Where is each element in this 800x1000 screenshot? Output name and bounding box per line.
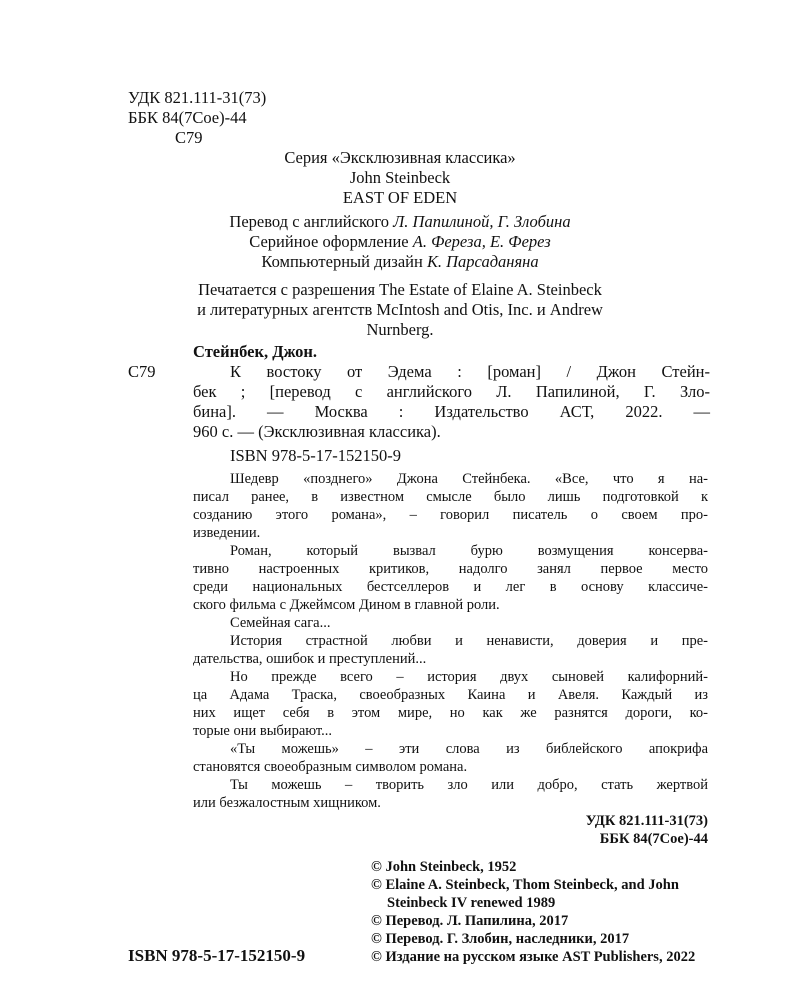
- original-author: John Steinbeck: [349, 168, 451, 187]
- annotation-line: Семейная сага...: [230, 615, 331, 631]
- credit-translation: [0, 212, 800, 232]
- author-mark: С79: [175, 128, 203, 147]
- annotation-line: ца Адама Траска, своеобразных Каина и Авеля. Каждый из: [193, 687, 708, 703]
- credit-role: Компьютерный дизайн: [261, 252, 423, 271]
- record-mark: С79: [128, 362, 156, 381]
- record-line: К востоку от Эдема : [роман] / Джон Стейн-: [230, 362, 710, 381]
- copyright-line: © Перевод. Г. Злобин, наследники, 2017: [371, 931, 630, 947]
- copyright-line: © Перевод. Л. Папилина, 2017: [371, 913, 569, 929]
- copyright-line: Steinbeck IV renewed 1989: [387, 895, 556, 911]
- bbk-code: ББК 84(7Сое)-44: [128, 108, 247, 127]
- annotation-line: писал ранее, в известном смысле было лишь подготовкой к: [193, 489, 708, 505]
- annotation-line: или безжалостным хищником.: [193, 795, 381, 811]
- record-line: бек ; [перевод с английского Л. Папилиной, Г. Зло-: [193, 382, 710, 401]
- annotation-line: становятся своеобразным символом романа.: [193, 759, 468, 775]
- credit-role: Серийное оформление: [249, 232, 409, 251]
- credit-role: Перевод с английского: [229, 212, 389, 231]
- annotation-line: изведении.: [193, 525, 261, 541]
- footer-udk: УДК 821.111-31(73): [585, 813, 708, 829]
- credit-names: А. Фереза, Е. Ферез: [412, 232, 551, 251]
- annotation-line: Но прежде всего – история двух сыновей калифорний-: [230, 669, 708, 685]
- annotation-line: Ты можешь – творить зло или добро, стать жертвой: [230, 777, 708, 793]
- series-line: Серия «Эксклюзивная классика»: [284, 148, 516, 167]
- permission-line: и литературных агентств McIntosh and Otis, Inc. и Andrew: [197, 300, 603, 319]
- record-line: 960 с. — (Эксклюзивная классика).: [193, 422, 441, 441]
- original-title: EAST OF EDEN: [342, 188, 458, 207]
- annotation-line: ского фильма с Джеймсом Дином в главной роли.: [193, 597, 500, 613]
- copyright-line: © Elaine A. Steinbeck, Thom Steinbeck, and John: [371, 877, 679, 893]
- annotation-line: среди национальных бестселлеров и лег в основу классиче-: [193, 579, 708, 595]
- credit-computer-design: [0, 252, 800, 272]
- copyright-line: © Издание на русском языке AST Publishers, 2022: [371, 949, 696, 965]
- credit-names: Л. Папилиной, Г. Злобина: [393, 212, 571, 231]
- copyright-line: © John Steinbeck, 1952: [371, 859, 517, 875]
- annotation-line: них ищет себя в этом мире, но как же разнятся дороги, ко-: [193, 705, 708, 721]
- annotation-line: Роман, который вызвал бурю возмущения консерва-: [230, 543, 708, 559]
- bottom-isbn: ISBN 978-5-17-152150-9: [128, 946, 306, 965]
- footer-bbk: ББК 84(7Сое)-44: [599, 831, 708, 847]
- credit-series-design: [0, 232, 800, 252]
- annotation-line: торые они выбирают...: [193, 723, 333, 739]
- annotation-line: История страстной любви и ненависти, доверия и пре-: [230, 633, 708, 649]
- permission-line: Nurnberg.: [366, 320, 434, 339]
- record-isbn: ISBN 978-5-17-152150-9: [230, 446, 401, 465]
- record-line: бина]. — Москва : Издательство АСТ, 2022. —: [193, 402, 710, 421]
- record-author-heading: Стейнбек, Джон.: [193, 342, 318, 361]
- udk-code: УДК 821.111-31(73): [128, 88, 267, 107]
- annotation-line: Шедевр «позднего» Джона Стейнбека. «Все, что я на-: [230, 471, 708, 487]
- annotation-line: тивно настроенных критиков, надолго занял первое место: [193, 561, 708, 577]
- credit-names: К. Парсаданяна: [426, 252, 539, 271]
- permission-line: Печатается с разрешения The Estate of Elaine A. Steinbeck: [198, 280, 602, 299]
- annotation-line: дательства, ошибок и преступлений...: [193, 651, 427, 667]
- annotation-line: «Ты можешь» – эти слова из библейского апокрифа: [230, 741, 708, 757]
- annotation-line: созданию этого романа», – говорил писатель о своем про-: [193, 507, 708, 523]
